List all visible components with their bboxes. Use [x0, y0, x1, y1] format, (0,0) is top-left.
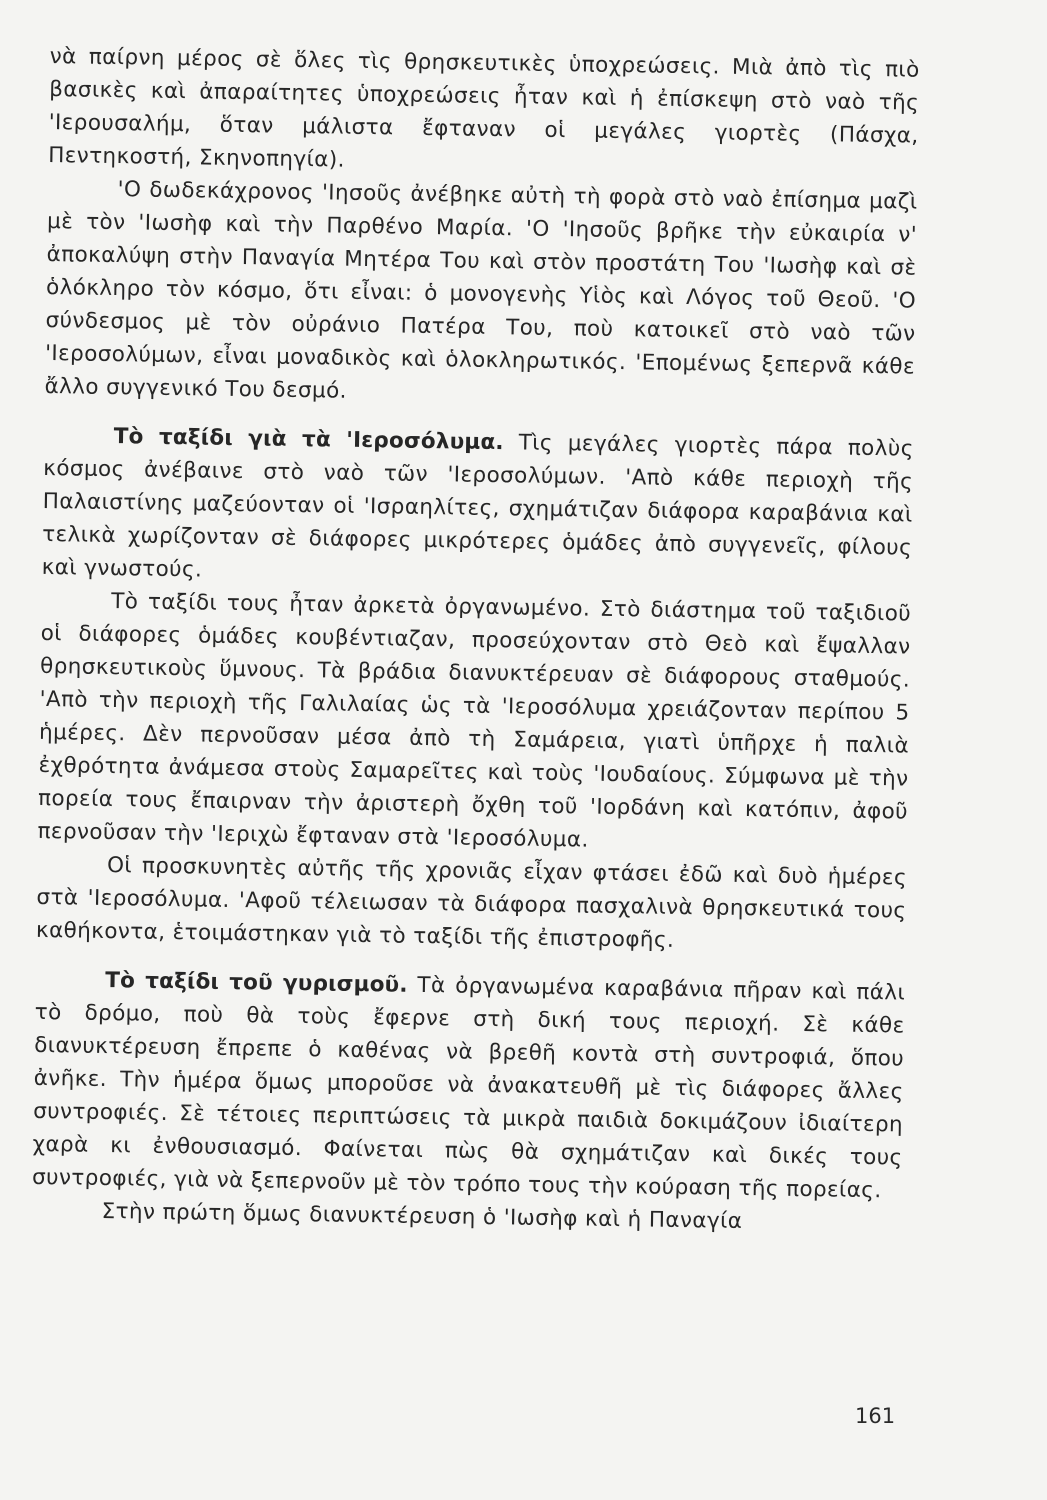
section-heading-return: Τὸ ταξίδι τοῦ γυρισμοῦ. [105, 967, 408, 998]
paragraph-1 [48, 40, 920, 186]
section-heading-journey: Τὸ ταξίδι γιὰ τὰ 'Ιεροσόλυμα. [113, 424, 504, 456]
paragraph-1-text: νὰ παίρνη μέρος σὲ ὅλες τὶς θρησκευτικὲς ὑποχρεώσεις. Μιὰ ἀπὸ τὶς πιὸ βασικὲς καὶ ἀπαραίτητες ὑποχρεώσεις ἦταν καὶ ἡ ἐπίσκεψη στὸ ναὸ τῆς 'Ιερουσαλήμ, ὅταν μάλιστα ἔφταναν οἱ μεγάλες γιορτὲς (Πάσχα, Πεντηκοστή, Σκηνοπηγία). [47, 43, 920, 173]
paragraph-6 [32, 963, 906, 1208]
paragraph-4 [37, 584, 911, 862]
paragraph-4-text: Τὸ ταξίδι τους ἦταν ἀρκετὰ ὀργανωμένο. Στὸ διάστημα τοῦ ταξιδιοῦ οἱ διάφορες ὁμάδες κουβέντιαζαν, προσεύχονταν στὸ Θεὸ καὶ ἔψαλλαν θρησκευτικοὺς ὕμνους. Τὰ βράδια διανυκτέρευαν σὲ διάφορους σταθμούς. 'Απὸ τὴν περιοχὴ τῆς Γαλιλαίας ὡς τὰ 'Ιεροσόλυμα χρειάζονταν περίπου 5 ἡμέρες. Δὲν περνοῦσαν μέσα ἀπὸ τὴ Σαμάρεια, γιατὶ ὑπῆρχε ἡ παλιὰ ἐχθρότητα ἀνάμεσα στοὺς Σαμαρεῖτες καὶ τοὺς 'Ιουδαίους. Σύμφωνα μὲ τὴν πορεία τους ἔπαιρναν τὴν ἀριστερὴ ὄχθη τοῦ 'Ιορδάνη καὶ κατόπιν, ἀφοῦ περνοῦσαν τὴν 'Ιεριχὼ ἔφταναν στὰ 'Ιεροσόλυμα. [37, 589, 912, 853]
paragraph-6-text: Τὰ ὀργανωμένα καραβάνια πῆραν καὶ πάλι τὸ δρόμο, ποὺ θὰ τοὺς ἔφερνε στὴ δική τους περιοχή. Σὲ κάθε διανυκτέρευση ἔπρεπε ὁ καθένας νὰ βρεθῆ κοντὰ στὴ συντροφιά, ὅπου ἀνῆκε. Τὴν ἡμέρα ὅμως μποροῦσε νὰ ἀνακατευθῆ μὲ τὶς διάφορες ἄλλες συντροφιές. Σὲ τέτοιες περιπτώσεις τὰ μικρὰ παιδιὰ δοκιμάζουν ἰδιαίτερη χαρὰ κι ἐνθουσιασμό. Φαίνεται πὼς θὰ σχημάτιζαν καὶ δικές τους συντροφιές, γιὰ νὰ ξεπερνοῦν μὲ τὸν τρόπο τους τὴν κούραση τῆς πορείας. [31, 972, 906, 1204]
paragraph-3 [41, 419, 913, 598]
paragraph-2 [44, 172, 918, 417]
page-number: 161 [855, 1404, 896, 1428]
paragraph-2-text: 'Ο δωδεκάχρονος 'Ιησοῦς ἀνέβηκε αὐτὴ τὴ φορὰ στὸ ναὸ ἐπίσημα μαζὶ μὲ τὸν 'Ιωσὴφ καὶ τὴν Παρθένο Μαρία. 'Ο 'Ιησοῦς βρῆκε τὴν εὐκαιρία ν' ἀποκαλύψη στὴν Παναγία Μητέρα Του καὶ στὸν προστάτη Του 'Ιωσὴφ καὶ σὲ ὁλόκληρο τὸν κόσμο, ὅτι εἶναι: ὁ μονογενὴς Υἱὸς καὶ Λόγος τοῦ Θεοῦ. 'Ο σύνδεσμος μὲ τὸν οὐράνιο Πατέρα Του, ποὺ κατοικεῖ στὸ ναὸ τῶν 'Ιεροσολύμων, εἶναι μοναδικὸς καὶ ὁλοκληρωτικός. 'Επομένως ξεπερνᾶ κάθε ἄλλο συγγενικό Του δεσμό. [44, 177, 918, 404]
body-text [31, 40, 920, 1241]
paragraph-5 [36, 848, 907, 961]
paragraph-7-text: Στὴν πρώτη ὅμως διανυκτέρευση ὁ 'Ιωσὴφ καὶ ἡ Παναγία [101, 1198, 743, 1235]
paragraph-3-text: Τὶς μεγάλες γιορτὲς πάρα πολὺς κόσμος ἀνέβαινε στὸ ναὸ τῶν 'Ιεροσολύμων. 'Απὸ κάθε περιοχὴ τῆς Παλαιστίνης μαζεύονταν οἱ 'Ισραηλίτες, σχημάτιζαν διάφορα καραβάνια καὶ τελικὰ χωρίζονταν σὲ διάφορες μικρότερες ὁμάδες ἀπὸ συγγενεῖς, φίλους καὶ γνωστούς. [41, 430, 914, 583]
paragraph-5-text: Οἱ προσκυνητὲς αὐτῆς τῆς χρονιᾶς εἶχαν φτάσει ἐδῶ καὶ δυὸ ἡμέρες στὰ 'Ιεροσόλυμα. 'Αφοῦ τέλειωσαν τὰ διάφορα πασχαλινὰ θρησκευτικά τους καθήκοντα, ἑτοιμάστηκαν γιὰ τὸ ταξίδι τῆς ἐπιστροφῆς. [35, 852, 908, 953]
